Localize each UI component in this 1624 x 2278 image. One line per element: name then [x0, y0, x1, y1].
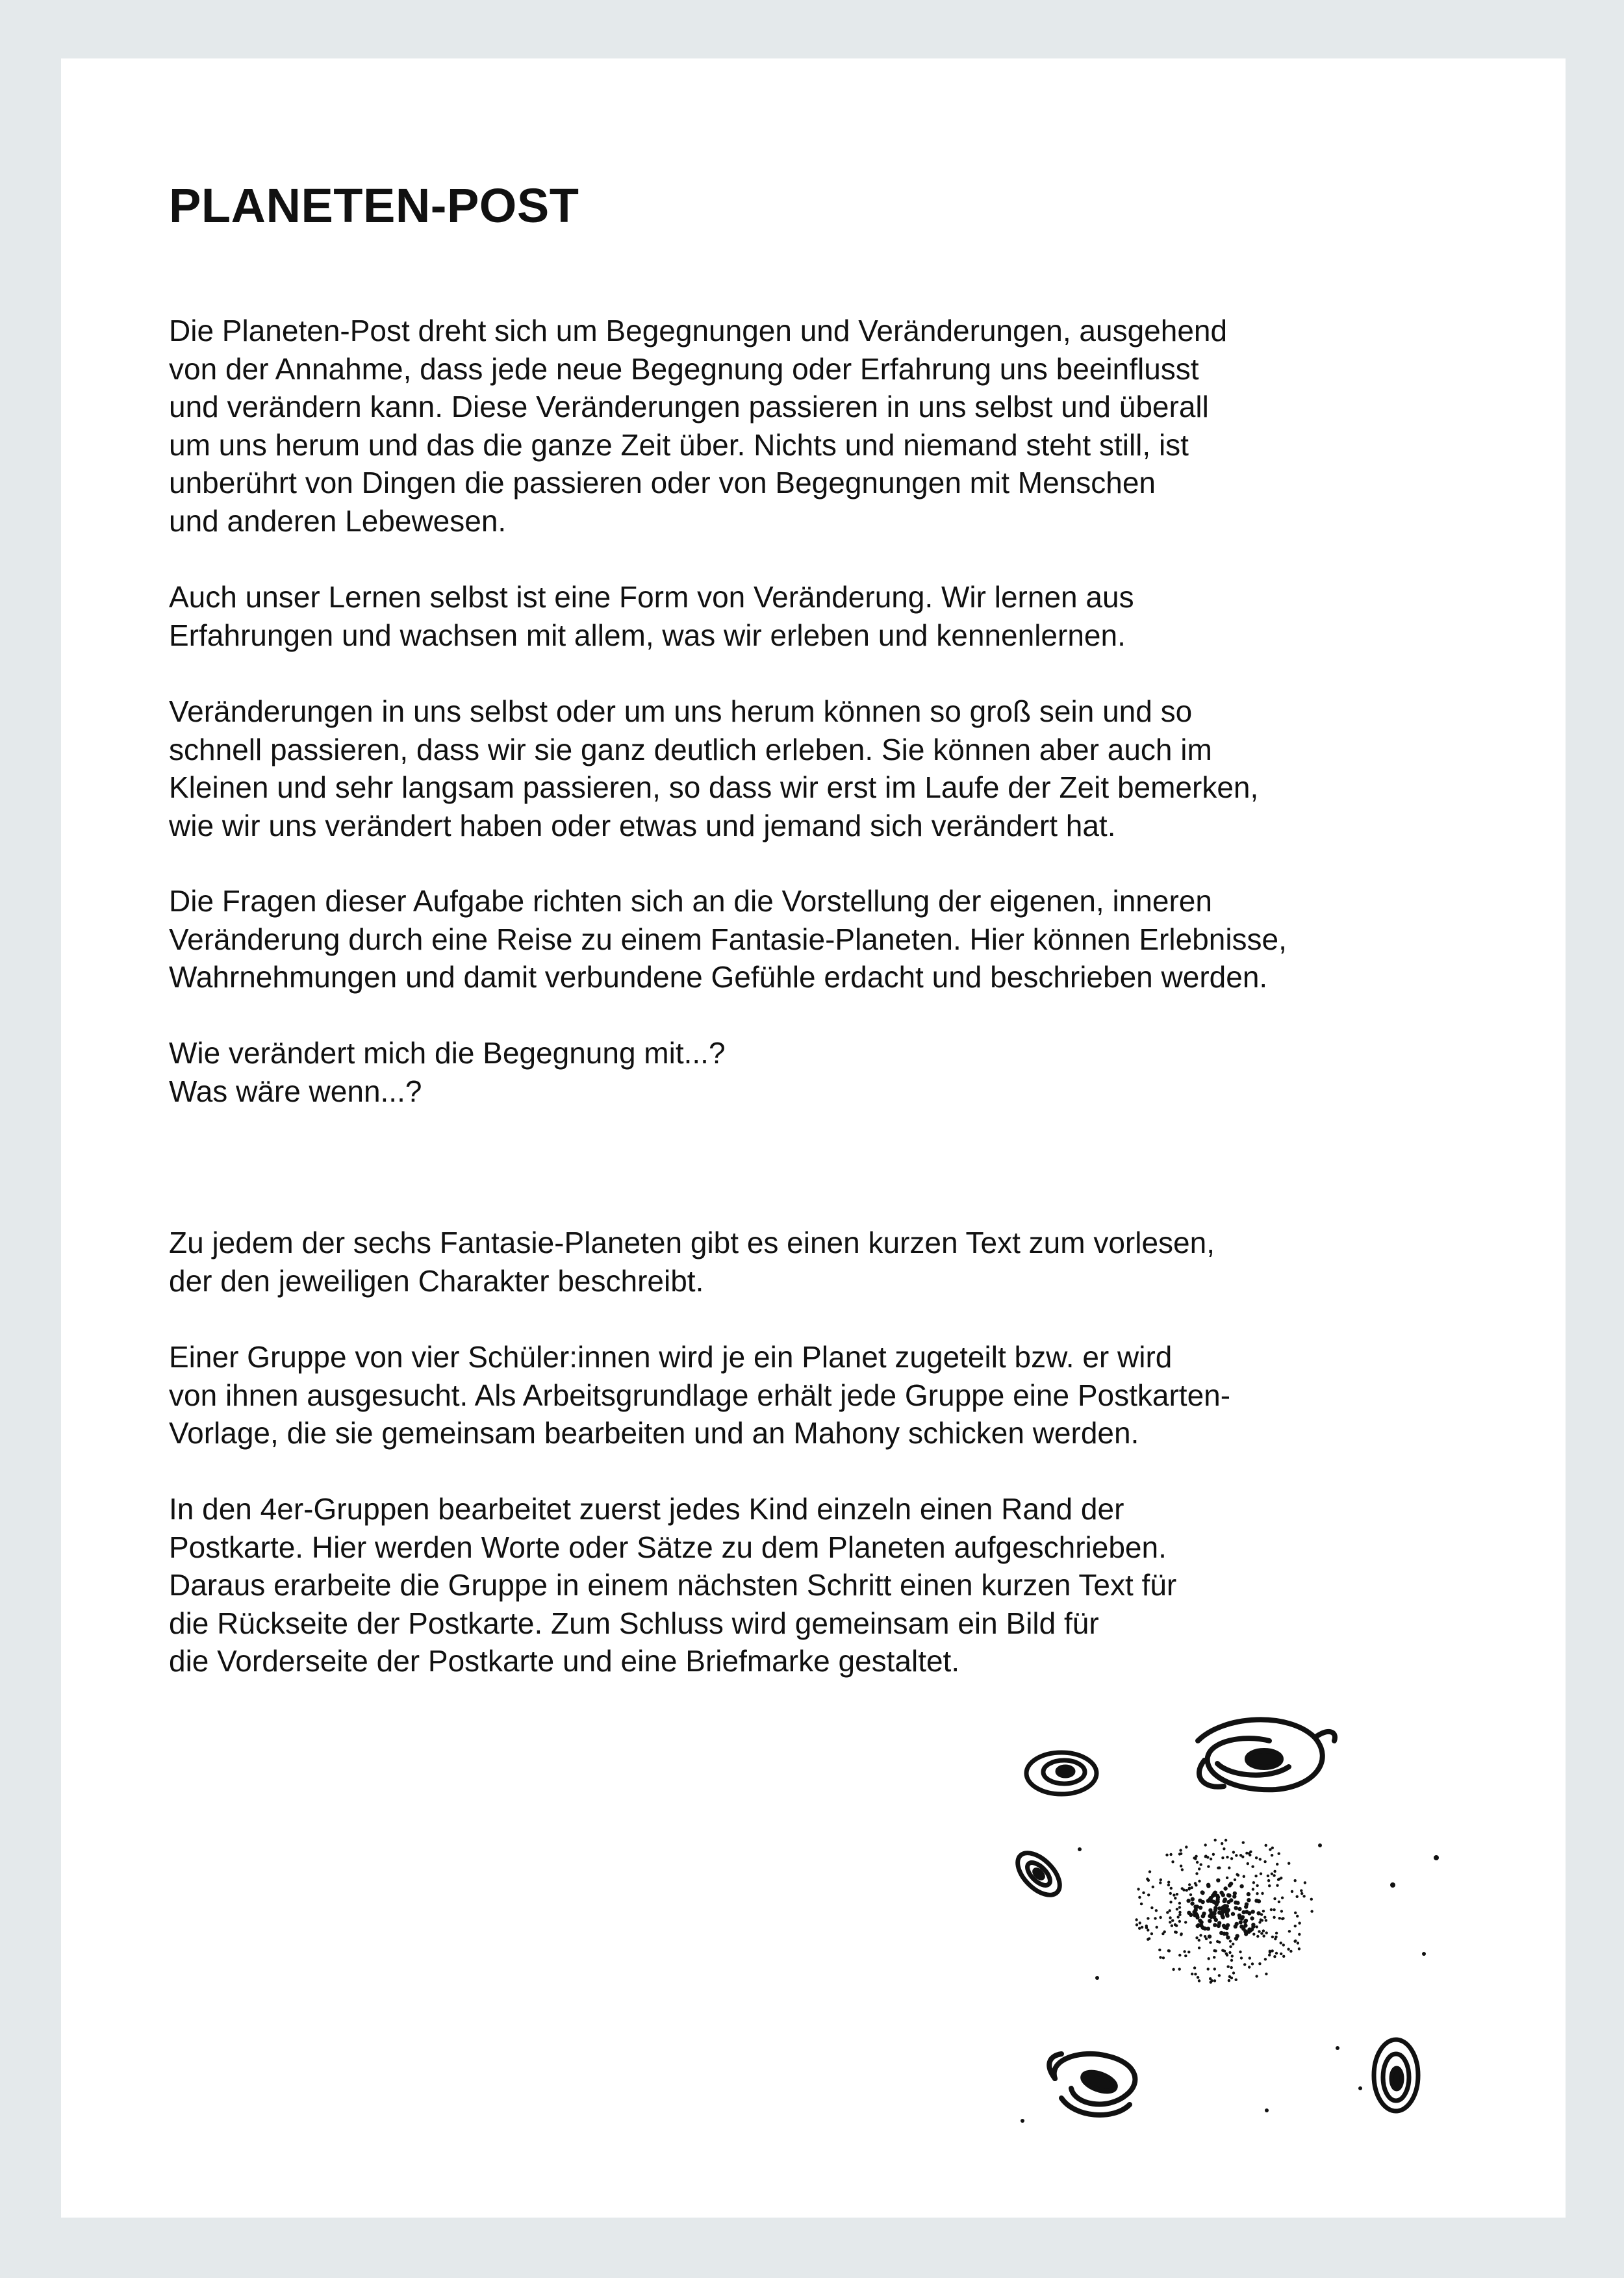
- star-cluster-icon: [1135, 1839, 1313, 1984]
- paragraph-intro: [169, 312, 1227, 540]
- text-line: Veränderung durch eine Reise zu einem Fantasie-Planeten. Hier können Erlebnisse,: [169, 922, 1287, 956]
- spiral-galaxy-icon: [1026, 1753, 1097, 1794]
- text-line: wie wir uns verändert haben oder etwas und jemand sich verändert hat.: [169, 808, 1116, 842]
- text-line: und anderen Lebewesen.: [169, 503, 507, 538]
- text-line: Kleinen und sehr langsam passieren, so dass wir erst im Laufe der Zeit bemerken,: [169, 770, 1259, 804]
- paragraph-workflow: [169, 1490, 1176, 1680]
- paragraph-questions-intro: [169, 882, 1287, 996]
- text-line: Erfahrungen und wachsen mit allem, was wir erleben und kennenlernen.: [169, 618, 1126, 652]
- text-line: Was wäre wenn...?: [169, 1074, 422, 1108]
- text-line: Auch unser Lernen selbst ist eine Form von Veränderung. Wir lernen aus: [169, 580, 1134, 614]
- text-line: Wahrnehmungen und damit verbundene Gefühle erdacht und beschrieben werden.: [169, 960, 1268, 994]
- page-title: PLANETEN-POST: [169, 179, 579, 233]
- text-line: In den 4er-Gruppen bearbeitet zuerst jedes Kind einzeln einen Rand der: [169, 1492, 1124, 1526]
- paragraph-changes: [169, 692, 1258, 844]
- text-line: schnell passieren, dass wir sie ganz deutlich erleben. Sie können aber auch im: [169, 732, 1212, 766]
- text-line: unberührt von Dingen die passieren oder von Begegnungen mit Menschen: [169, 466, 1156, 500]
- paragraph-groups: [169, 1338, 1230, 1452]
- text-line: und verändern kann. Diese Veränderungen passieren in uns selbst und überall: [169, 390, 1209, 424]
- paragraph-planets: [169, 1224, 1215, 1300]
- text-line: von der Annahme, dass jede neue Begegnung oder Erfahrung uns beeinflusst: [169, 351, 1199, 386]
- text-line: Daraus erarbeite die Gruppe in einem nächsten Schritt einen kurzen Text für: [169, 1568, 1177, 1602]
- text-line: der den jeweiligen Charakter beschreibt.: [169, 1263, 704, 1298]
- text-line: Zu jedem der sechs Fantasie-Planeten gibt es einen kurzen Text zum vorlesen,: [169, 1226, 1215, 1259]
- spiral-galaxy-icon: [1010, 1845, 1067, 1903]
- spiral-galaxy-icon: [1198, 1719, 1335, 1790]
- text-line: Vorlage, die sie gemeinsam bearbeiten und an Mahony schicken werden.: [169, 1416, 1139, 1450]
- paragraph-learning: [169, 578, 1134, 654]
- text-line: die Vorderseite der Postkarte und eine Briefmarke gestaltet.: [169, 1644, 960, 1678]
- text-line: Postkarte. Hier werden Worte oder Sätze zu dem Planeten aufgeschrieben.: [169, 1530, 1167, 1564]
- text-line: Die Planeten-Post dreht sich um Begegnungen und Veränderungen, ausgehend: [169, 314, 1228, 348]
- spiral-galaxy-icon: [1374, 2040, 1418, 2111]
- text-line: von ihnen ausgesucht. Als Arbeitsgrundlage erhält jede Gruppe eine Postkarten-: [169, 1378, 1231, 1412]
- paragraph-questions: [169, 1034, 726, 1110]
- galaxies-illustration: [1009, 1715, 1477, 2137]
- text-line: Die Fragen dieser Aufgabe richten sich an die Vorstellung der eigenen, inneren: [169, 884, 1212, 918]
- text-line: Einer Gruppe von vier Schüler:innen wird je ein Planet zugeteilt bzw. er wird: [169, 1340, 1173, 1374]
- text-line: Wie verändert mich die Begegnung mit...?: [169, 1036, 726, 1070]
- text-line: Veränderungen in uns selbst oder um uns herum können so groß sein und so: [169, 694, 1193, 728]
- document-page: [61, 58, 1566, 2218]
- text-line: um uns herum und das die ganze Zeit über. Nichts und niemand steht still, ist: [169, 427, 1189, 462]
- spiral-galaxy-icon: [1049, 2054, 1135, 2115]
- text-line: die Rückseite der Postkarte. Zum Schluss wird gemeinsam ein Bild für: [169, 1606, 1099, 1640]
